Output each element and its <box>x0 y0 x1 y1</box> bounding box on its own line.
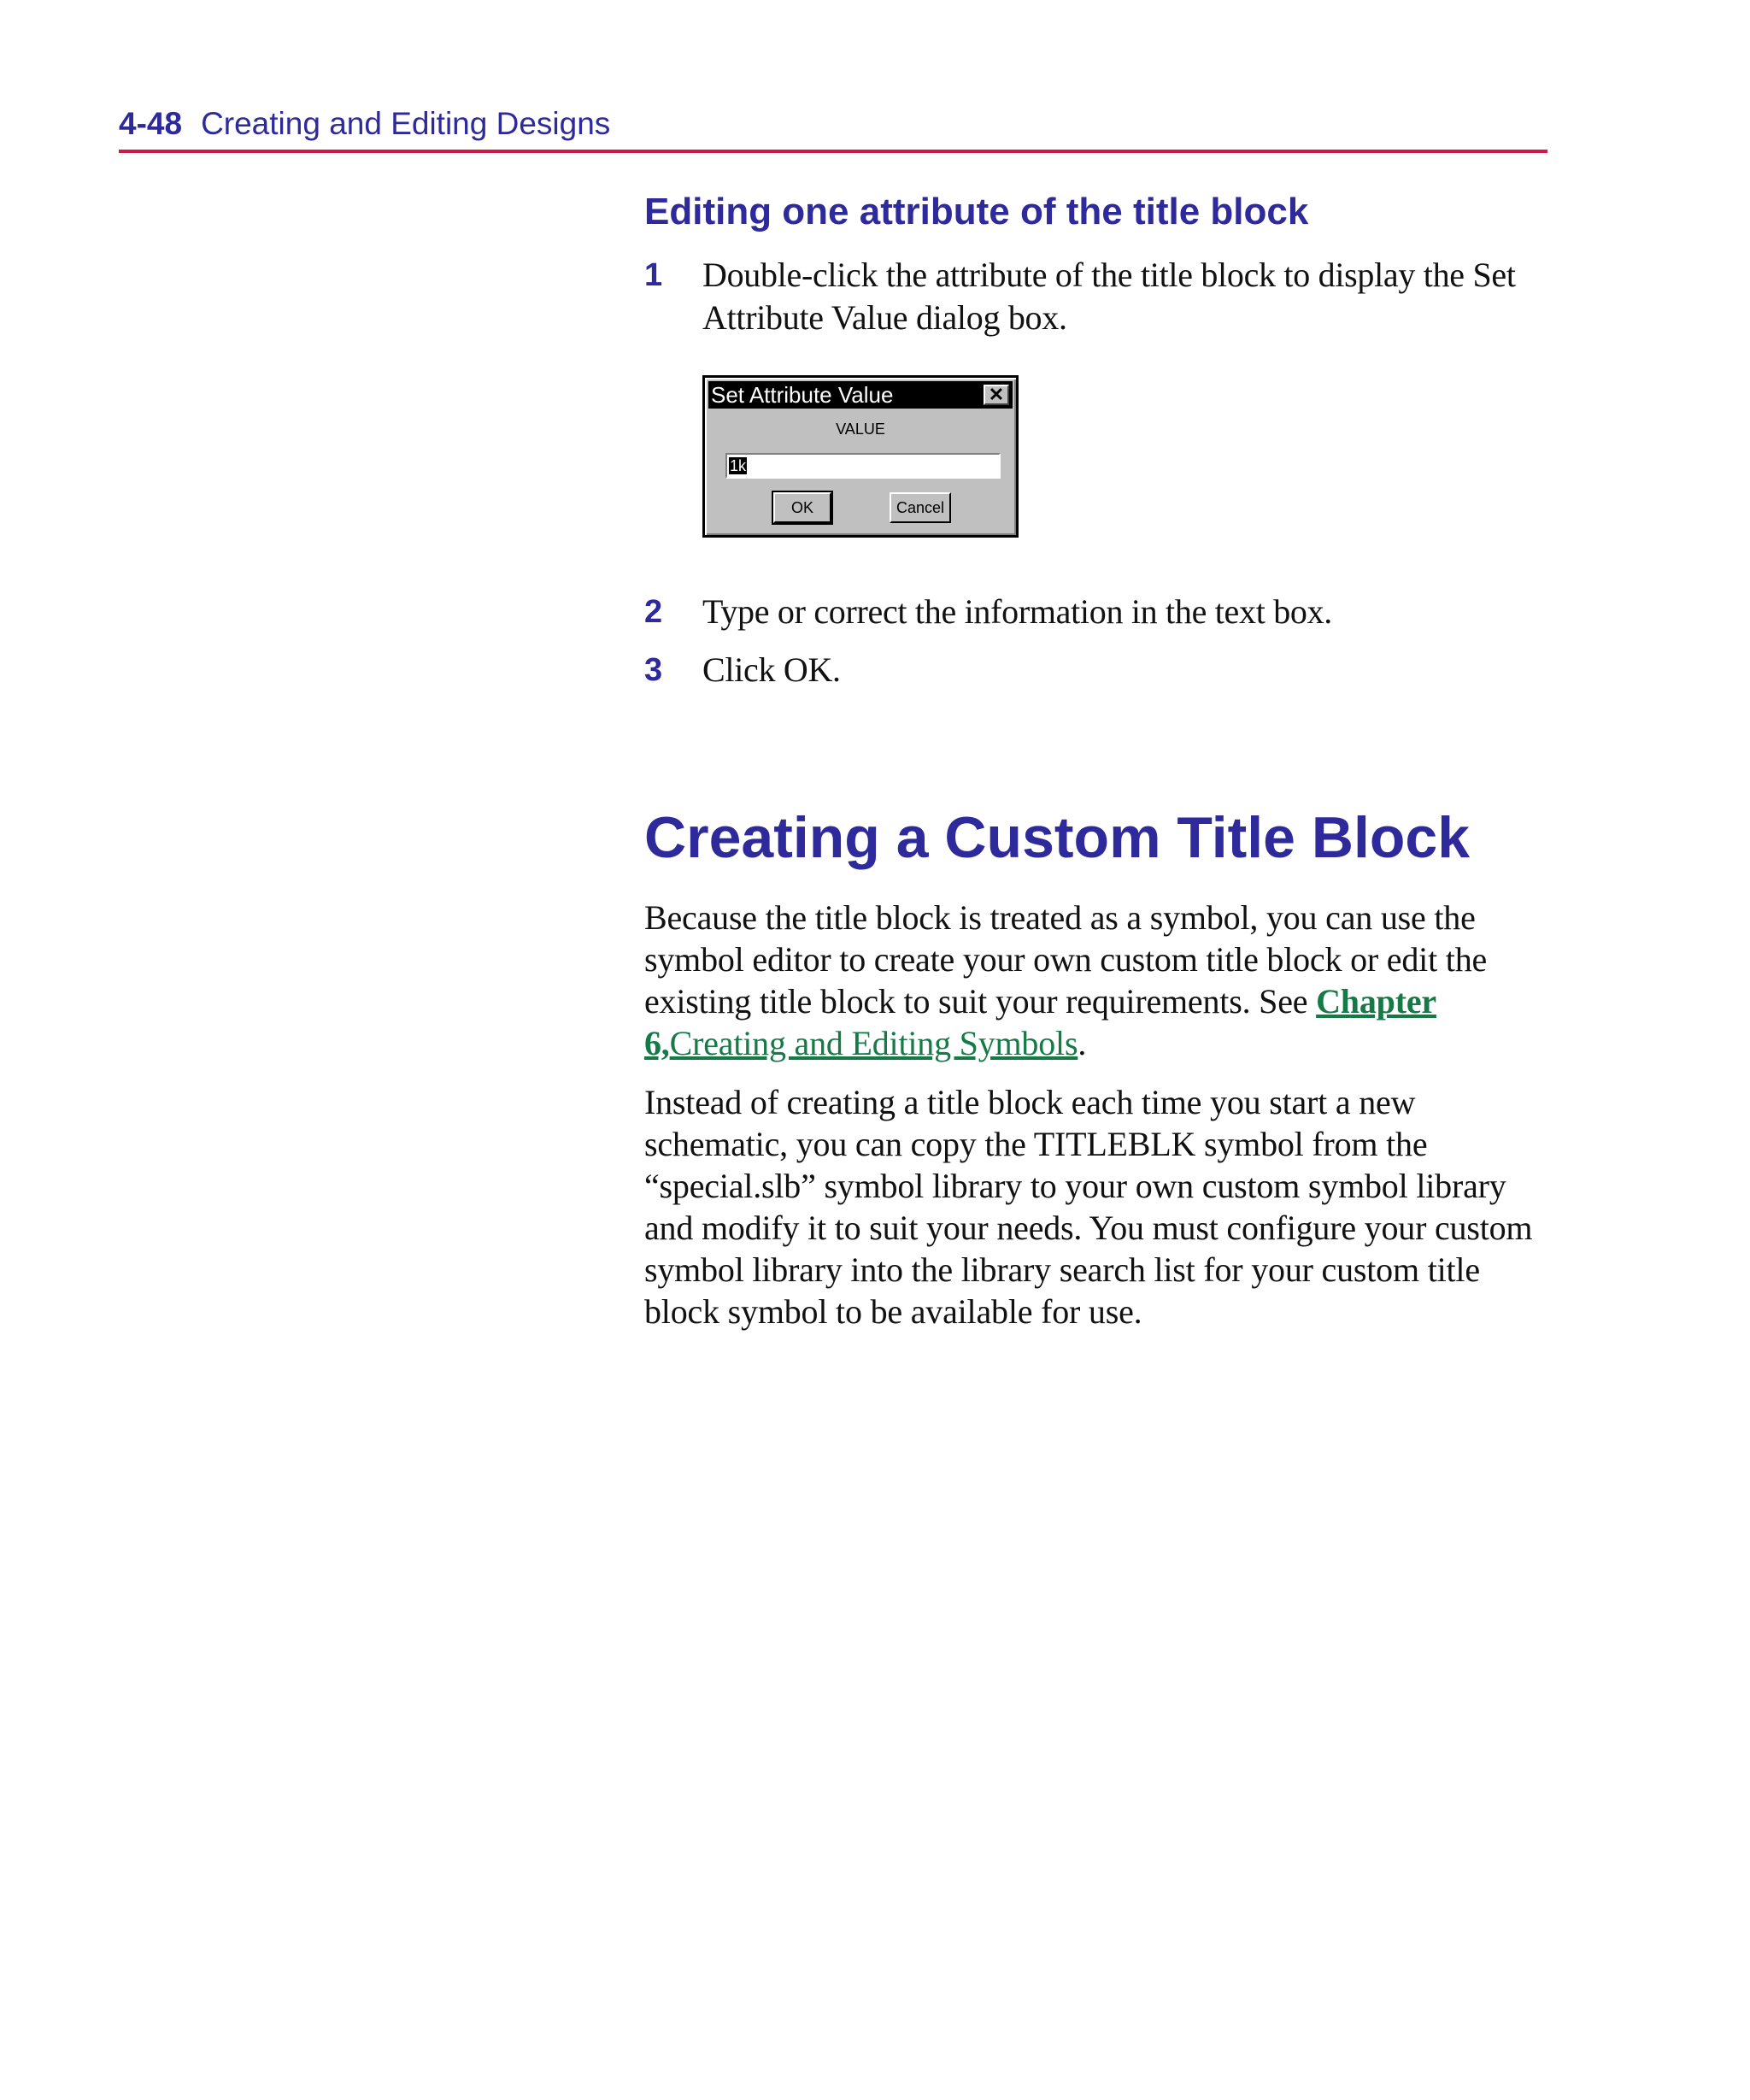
value-label: VALUE <box>836 420 885 438</box>
step-text: Click OK. <box>702 650 841 689</box>
set-attribute-value-dialog <box>702 375 1019 538</box>
chapter-title: Creating and Editing Designs <box>201 106 611 141</box>
main-content <box>644 190 1550 1350</box>
ok-button[interactable]: OK <box>773 492 831 523</box>
xref-chapter-number: Chapter 6, <box>644 981 1436 1062</box>
page-number: 4-48 <box>119 106 183 141</box>
step-text: Type or correct the information in the text box. <box>702 591 1333 631</box>
step-text: Double-click the attribute of the title block to display the Set Attribute Value dialog box. <box>702 255 1516 337</box>
paragraph-text-end: . <box>1078 1023 1087 1062</box>
dialog-title: Set Attribute Value <box>711 381 894 408</box>
step-item <box>644 591 1550 633</box>
step-number: 3 <box>644 651 663 688</box>
step-number: 2 <box>644 593 663 630</box>
step-number: 1 <box>644 256 663 293</box>
cancel-button[interactable]: Cancel <box>890 492 951 523</box>
value-text: 1k <box>730 456 747 474</box>
header-rule <box>119 150 1547 153</box>
value-input[interactable] <box>725 453 1001 479</box>
body-paragraph <box>644 897 1550 1064</box>
paragraph-text: Because the title block is treated as a symbol, you can use the symbol editor to create your own custom title block or edit the existing title block to suit your requirements. See <box>644 897 1488 1021</box>
body-paragraph: Instead of creating a title block each time you start a new schematic, you can copy the TITLEBLK symbol from the “special.slb” symbol library to your own custom symbol library and modify it to suit your needs. You must configure your custom symbol library into the library search list for your custom title block symbol to be available for use. <box>644 1082 1533 1331</box>
section-title: Creating a Custom Title Block <box>644 804 1471 870</box>
running-header <box>119 106 610 142</box>
xref-chapter-title: Creating and Editing Symbols <box>669 1023 1078 1062</box>
step-item <box>644 649 1550 691</box>
dialog-titlebar <box>708 381 1013 409</box>
section-subheading: Editing one attribute of the title block <box>644 191 1309 232</box>
close-icon[interactable]: ✕ <box>984 385 1009 405</box>
step-item <box>644 254 1550 339</box>
